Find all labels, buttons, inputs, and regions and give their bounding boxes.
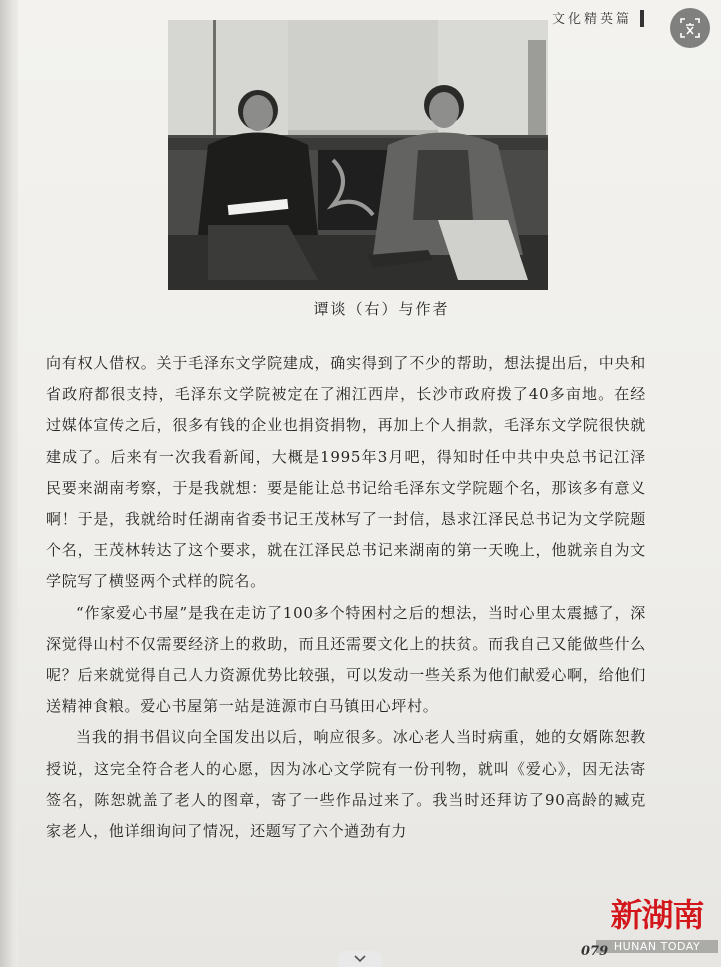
paragraph: “作家爱心书屋”是我在走访了100多个特困村之后的想法，当时心里太震撼了，深深觉得山村不仅需要经济上的救助，而且还需要文化上的扶贫。而我自己又能做些什么呢？后来就觉得自己人力资源优势比较强，可以发动一些关系为他们献爱心啊，给他们送精神食粮。爱心书屋第一站是涟源市白马镇田心坪村。 [46,603,646,716]
book-photo [168,20,548,290]
scroll-down-button[interactable] [338,951,382,967]
photo-illustration [168,20,548,290]
book-page [18,0,721,967]
translate-icon [679,17,701,39]
header-bar [640,10,644,27]
logo-text: 新湖南 [610,896,704,934]
article-body [46,348,646,847]
paragraph: 当我的捐书倡议向全国发出以后，响应很多。冰心老人当时病重，她的女婿陈恕教授说，这完全符合老人的心愿，因为冰心文学院有一份刊物，就叫《爱心》，因无法寄签名，陈恕就盖了老人的图章，寄了一些作品过来了。我当时还拜访了90高龄的臧克家老人，他详细询问了情况，还题写了六个遒劲有力 [46,728,646,841]
chevron-down-icon [354,955,366,963]
photo-caption: 谭谈（右）与作者 [313,300,450,318]
section-header: 文化精英篇 [552,12,633,27]
paragraph: 向有权人借权。关于毛泽东文学院建成，确实得到了不少的帮助，想法提出后，中央和省政府都很支持，毛泽东文学院被定在了湘江西岸，长沙市政府拨了40多亩地。在经过媒体宣传之后，很多有钱的企业也捐资捐物，再加上个人捐款，毛泽东文学院很快就建成了。后来有一次我看新闻，大概是1995年3月吧，得知时任中共中央总书记江泽民要来湖南考察，于是我就想：要是能让总书记给毛泽东文学院题个名，那该多有意义啊！于是，我就给时任湖南省委书记王茂林写了一封信，恳求江泽民总书记为文学院题个名，王茂林转达了这个要求，就在江泽民总书记来湖南的第一天晚上，他就亲自为文学院写了横竖两个式样的院名。 [46,354,646,591]
translate-button[interactable] [670,8,710,48]
page-number: 079 [581,944,609,959]
logo-subtext: HUNAN TODAY [596,940,718,953]
news-logo [596,890,718,960]
